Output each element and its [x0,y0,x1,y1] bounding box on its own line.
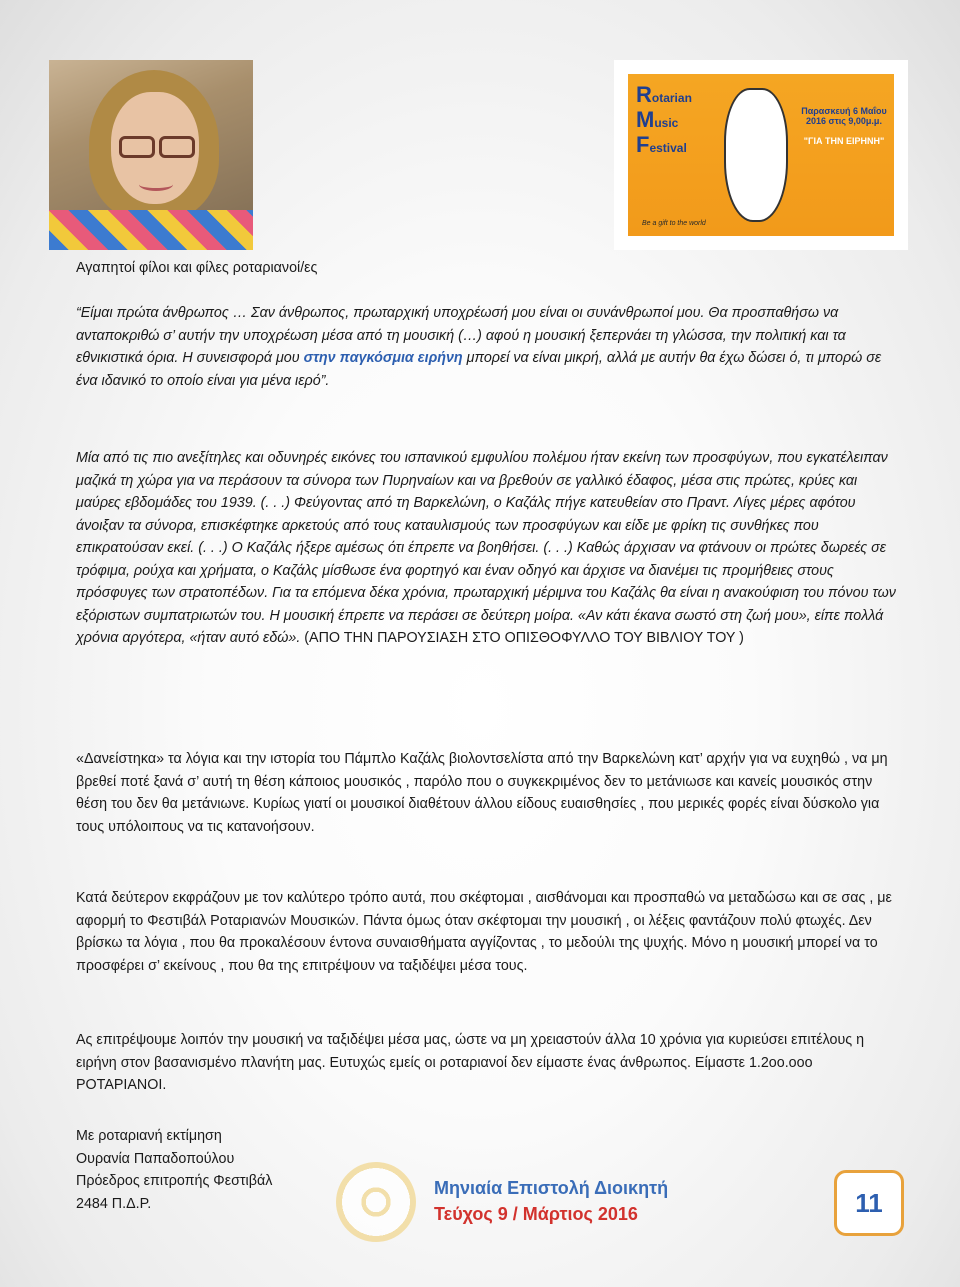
quote-highlight: στην παγκόσμια ειρήνη [303,350,463,366]
rotary-logo-icon [336,1162,416,1242]
festival-title: Rotarian Music Festival [636,82,692,157]
page-number: 11 [834,1170,904,1236]
festival-poster [614,60,908,250]
paragraph-borrowed: «Δανείστηκα» τα λόγια και την ιστορία του Πάμπλο Καζάλς βιολοντσελίστα από την Βαρκελώνη κατ’ αρχήν για να ευχηθώ , να μη βρεθεί ποτέ ξανά σ’ αυτή τη θέση κάποιος μουσικός , παρόλο που ο συγκεκριμένος δεν το μετάνιωσε και κανείς μουσικός στην θέση του δεν θα μετάνιωνε. Κυρίως γιατί οι μουσικοί διαθέτουν άλλου είδους ευαισθησίες , που μερικές φορές είναι δύσκολο για τους υπόλοιπους να τις κατανοήσουν. [76,751,888,835]
newsletter-issue: Τεύχος 9 / Μάρτιος 2016 [434,1204,638,1224]
signature-block: Με ροταριανή εκτίμηση Ουρανία Παπαδοπούλου Πρόεδρος επιτροπής Φεστιβάλ 2484 Π.Δ.Ρ. [76,1128,273,1212]
casals-quote: “Είμαι πρώτα άνθρωπος … Σαν άνθρωπος, πρωταρχική υποχρέωσή μου είναι οι συνάνθρωποί μου. Θα προσπαθήσω να ανταποκριθώ σ’ αυτήν την υποχρέωση μέσα από τη μουσική (…) αφού η μουσική ξεπερνάει τη γλώσσα, την πολιτική και τα εθνικιστικά όρια. Η συνεισφορά μου στην παγκόσμια ειρήνη μπορεί να είναι μικρή, αλλά με αυτήν θα έχω δώσει ό, τι μπορώ σε ένα ιδανικό το οποίο είναι για μένα ιερό”. [76,305,882,389]
newsletter-title: Μηνιαία Επιστολή Διοικητή [434,1178,669,1198]
casals-story: Μία από τις πιο ανεξίτηλες και οδυνηρές εικόνες του ισπανικού εμφυλίου πολέμου ήταν εκείνη των προσφύγων, που εγκατέλειπαν μαζικά τη χώρα για να περάσουν τα σύνορα των Πυρηναίων και να βρεθούν σε γαλλικό έδαφος, μέσα στις πρώτες, κρύες και μαύρες εβδομάδες του 1939. (. . .) Φεύγοντας από τη Βαρκελώνη, ο Καζάλς πήγε κατευθείαν στο Πραντ. Λίγες μέρες αφότου άνοιξαν τα σύνορα, επισκέφτηκε αρκετούς από τους καταυλισμούς των προσφύγων και είδε με φρίκη τις συνθήκες που επικρατούσαν εκεί. (. . .) Ο Καζάλς ήξερε αμέσως ότι έπρεπε να βοηθήσει. (. . .) Καθώς άρχισαν να φτάνουν οι πρώτες δωρεές σε τρόφιμα, ρούχα και χρήματα, ο Καζάλς μίσθωσε ένα φορτηγό και έναν οδηγό και άρχισε να διανέμει τις προμήθειες στους πρόσφυγες των στρατοπέδων. Για τα επόμενα δέκα χρόνια, πρωταρχική μέριμνα του Καζάλς θα είναι η ανακούφιση του πόνου των εξόριστων συμπατριωτών του. Η μουσική έπρεπε να περάσει σε δεύτερη μοίρα. «Αν κάτι έκανα σωστό στη ζωή μου», είπε πολλά χρόνια αργότερα, «ήταν αυτό εδώ». (ΑΠΟ ΤΗΝ ΠΑΡΟΥΣΙΑΣΗ ΣΤΟ ΟΠΙΣΘΟΦΥΛΛΟ ΤΟΥ ΒΙΒΛΙΟΥ ΤΟΥ ) [76,450,896,646]
festival-slogan: "ΓΙΑ ΤΗΝ ΕΙΡΗΝΗ" [803,136,885,146]
festival-date: Παρασκευή 6 Μαΐου 2016 στις 9,00μ.μ. [801,106,887,126]
greeting: Αγαπητοί φίλοι και φίλες ροταριανοί/ες [76,260,318,276]
paragraph-closing: Ας επιτρέψουμε λοιπόν την μουσική να ταξιδέψει μέσα μας, ώστε να μη χρειαστούν άλλα 10 χρόνια για κυριεύσει επιτέλους η ειρήνη στον βασανισμένο πλανήτη μας. Ευτυχώς εμείς οι ροταριανοί δεν είμαστε ένας άνθρωπος. Είμαστε 1.2οο.οοο ΡΟΤΑΡΙΑΝΟΙ. [76,1032,865,1093]
festival-motto: Be a gift to the world [642,220,706,227]
paragraph-secondly: Κατά δεύτερον εκφράζουν με τον καλύτερο τρόπο αυτά, που σκέφτομαι , αισθάνομαι και προσπαθώ να μεταδώσω και σε σας , με αφορμή το Φεστιβάλ Ροταριανών Μουσικών. Πάντα όμως όταν σκέφτομαι την μουσική , οι λέξεις φαντάζουν πολύ φτωχές. Δεν βρίσκω τα λόγια , που θα προκαλέσουν έντονα συναισθήματα αγγίζοντας , το μεδούλι της ψυχής. Μόνο η μουσική μπορεί να το προσφέρει σ’ εκείνους , που θα της επιτρέψουν να ταξιδέψει μέσα τους. [76,890,892,974]
author-photo [49,60,253,250]
violin-icon [724,88,788,222]
